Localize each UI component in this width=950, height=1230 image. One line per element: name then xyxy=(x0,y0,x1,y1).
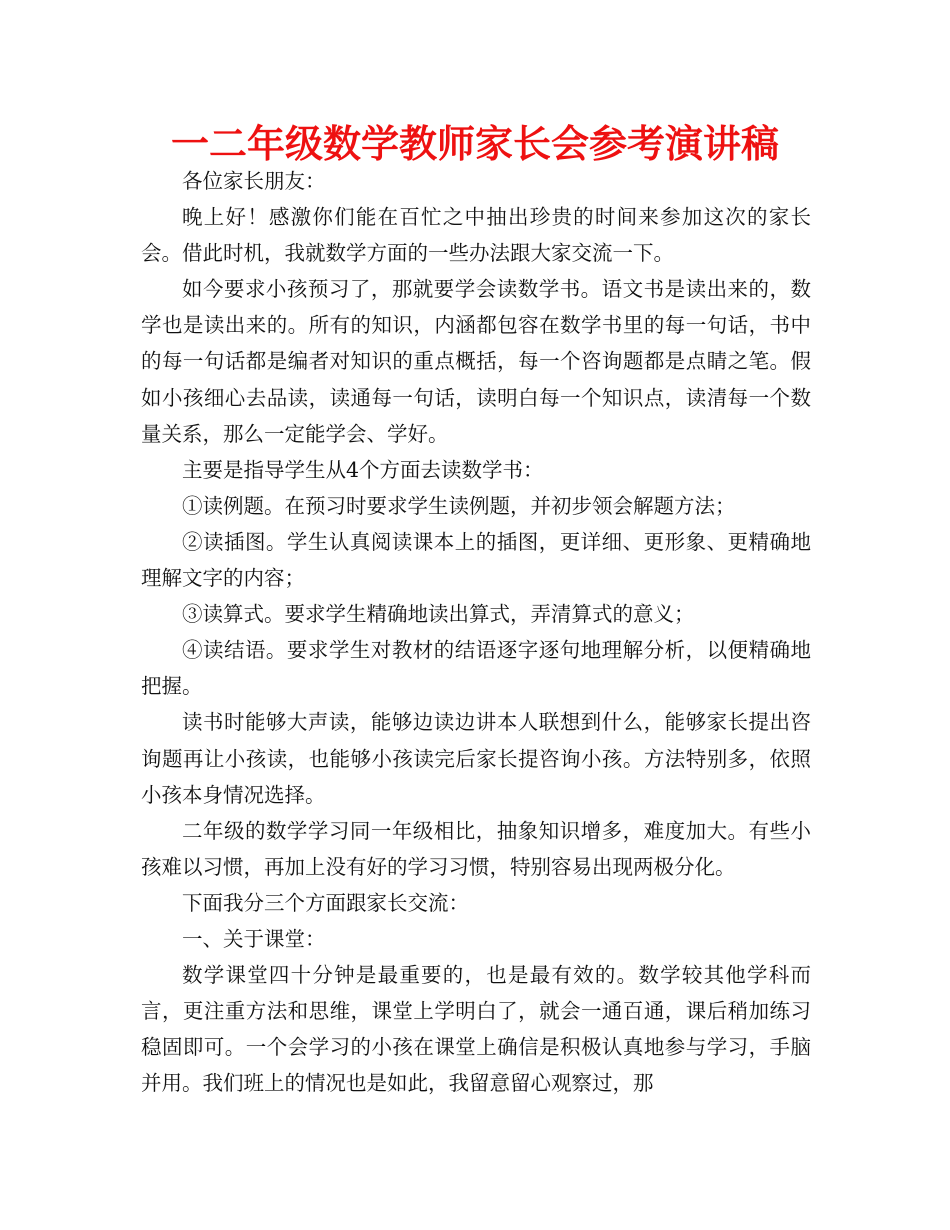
paragraph: 下面我分三个方面跟家长交流： xyxy=(182,890,469,915)
paragraph: 二年级的数学学习同一年级相比，抽象知识增多，难度加大。有些小孩难以习惯，再加上没有好的学习习惯，特别容易出现两极分化。 xyxy=(141,818,811,879)
paragraph: ②读插图。学生认真阅读课本上的插图，更详细、更形象、更精确地理解文字的内容； xyxy=(141,529,811,591)
paragraph: 主要是指导学生从4个方面去读数学书： xyxy=(182,457,544,482)
paragraph: ③读算式。要求学生精确地读出算式，弄清算式的意义； xyxy=(182,602,695,627)
paragraph: ①读例题。在预习时要求学生读例题，并初步领会解题方法； xyxy=(182,493,736,518)
paragraph: 如今要求小孩预习了，那就要学会读数学书。语文书是读出来的，数学也是读出来的。所有的知识，内涵都包容在数学书里的每一句话，书中的每一句话都是编者对知识的重点概括，每一个咨询题都是点睛之笔。假如小孩细心去品读，读通每一句话，读明白每一个知识点，读清每一个数量关系，那么一定能学会、学好。 xyxy=(141,277,811,446)
paragraph: 各位家长朋友： xyxy=(182,169,326,193)
document-title: 一二年级数学教师家长会参考演讲稿 xyxy=(170,122,779,166)
paragraph: ④读结语。要求学生对教材的结语逐字逐句地理解分析，以便精确地把握。 xyxy=(141,638,811,699)
document-body xyxy=(141,163,811,1101)
paragraph: 读书时能够大声读，能够边读边讲本人联想到什么，能够家长提出咨询题再让小孩读，也能够小孩读完后家长提咨询小孩。方法特别多，依照小孩本身情况选择。 xyxy=(141,710,811,807)
paragraph: 晚上好！感激你们能在百忙之中抽出珍贵的时间来参加这次的家长会。借此时机，我就数学方面的一些办法跟大家交流一下。 xyxy=(141,205,811,266)
paragraph: 数学课堂四十分钟是最重要的，也是最有效的。数学较其他学科而言，更注重方法和思维，课堂上学明白了，就会一通百通，课后稍加练习稳固即可。一个会学习的小孩在课堂上确信是积极认真地参与学习，手脑并用。我们班上的情况也是如此，我留意留心观察过，那 xyxy=(141,963,811,1096)
paragraph: 一、关于课堂： xyxy=(182,926,326,951)
